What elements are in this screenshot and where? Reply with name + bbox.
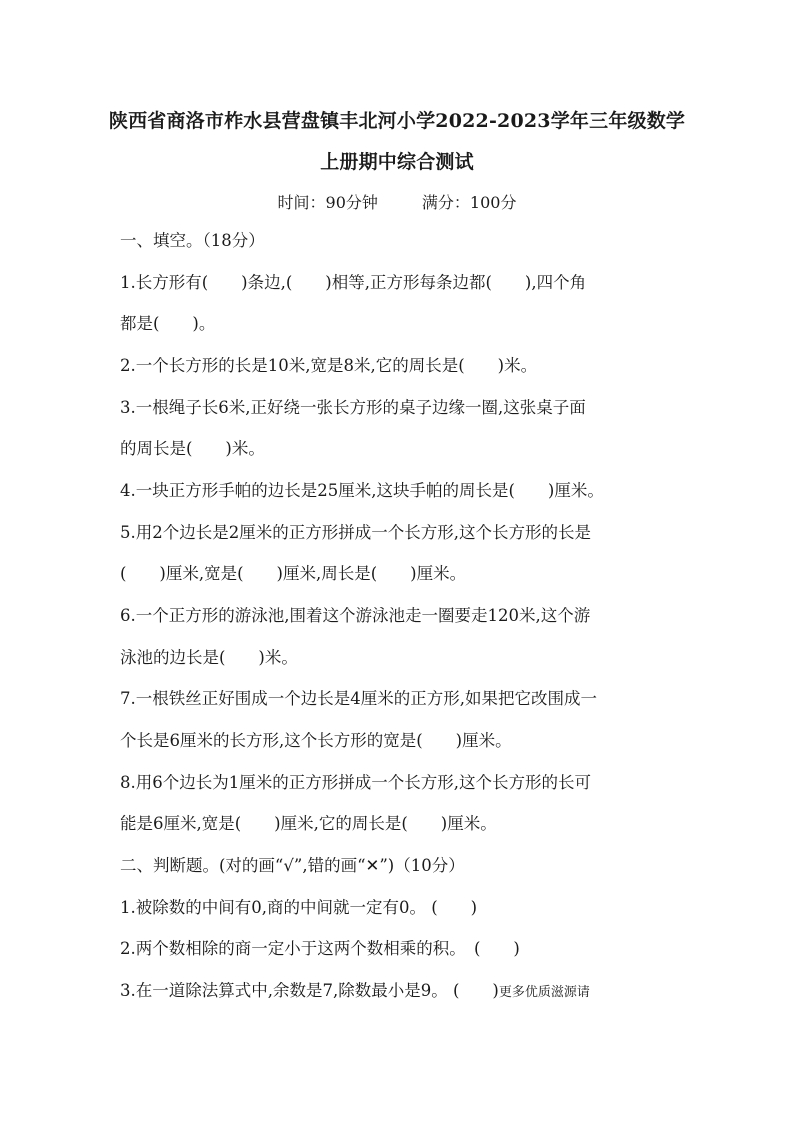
exam-title-line-2: 上册期中综合测试 <box>320 151 474 173</box>
question-line: 2.一个长方形的长是10米,宽是8米,它的周长是( )米。 <box>120 356 538 375</box>
question-line: 1.长方形有( )条边,( )相等,正方形每条边都( ),四个角 <box>120 273 587 292</box>
exam-time: 时间：90分钟 <box>277 193 378 212</box>
question-line: 3.一根绳子长6米,正好绕一张长方形的桌子边缘一圈,这张桌子面 <box>120 398 586 417</box>
question-line: 8.用6个边长为1厘米的正方形拼成一个长方形,这个长方形的长可 <box>120 773 591 792</box>
question-line: 5.用2个边长是2厘米的正方形拼成一个长方形,这个长方形的长是 <box>120 523 591 542</box>
question-line: 6.一个正方形的游泳池,围着这个游泳池走一圈要走120米,这个游 <box>120 606 591 625</box>
question-line: 的周长是( )米。 <box>120 439 265 458</box>
exam-score: 满分：100分 <box>421 193 517 212</box>
footer-note: 更多优质滋源请 <box>498 985 590 1000</box>
question-line: 个长是6厘米的长方形,这个长方形的宽是( )厘米。 <box>120 731 512 750</box>
question-line: 4.一块正方形手帕的边长是25厘米,这块手帕的周长是( )厘米。 <box>120 481 604 500</box>
question-line: 能是6厘米,宽是( )厘米,它的周长是( )厘米。 <box>120 814 497 833</box>
question-line: 7.一根铁丝正好围成一个边长是4厘米的正方形,如果把它改围成一 <box>120 689 597 708</box>
section-heading-true-false: 二、判断题。(对的画“√”,错的画“✕”)（10分） <box>120 856 465 875</box>
question-line <box>120 981 590 1001</box>
question-line: 2.两个数相除的商一定小于这两个数相乘的积。 ( ) <box>120 939 520 958</box>
question-line: 1.被除数的中间有0,商的中间就一定有0。 ( ) <box>120 898 478 917</box>
question-line: 泳池的边长是( )米。 <box>120 648 298 667</box>
exam-meta <box>0 190 794 213</box>
question-line: ( )厘米,宽是( )厘米,周长是( )厘米。 <box>120 564 467 583</box>
question-line: 都是( )。 <box>120 314 216 333</box>
question-text: 3.在一道除法算式中,余数是7,除数最小是9。 ( ) <box>120 981 499 1000</box>
section-heading-fill-blank: 一、填空。（18分） <box>120 231 265 250</box>
exam-title-line-1: 陕西省商洛市柞水县营盘镇丰北河小学2022-2023学年三年级数学 <box>108 110 686 132</box>
